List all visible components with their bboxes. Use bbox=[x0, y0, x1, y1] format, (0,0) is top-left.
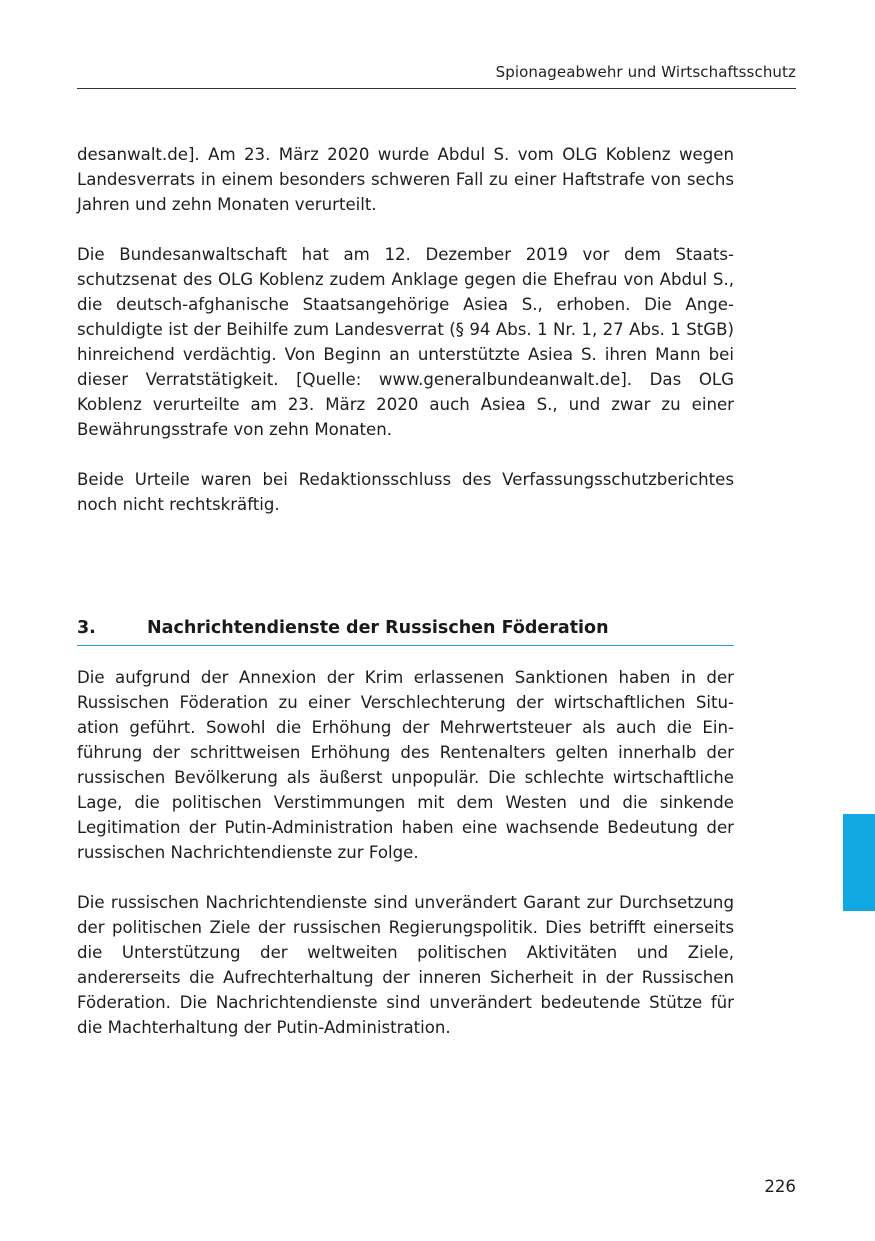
chapter-edge-tab bbox=[843, 814, 875, 911]
section-heading bbox=[77, 615, 734, 646]
running-header: Spionageabwehr und Wirtschaftsschutz bbox=[495, 63, 796, 81]
section-title: Nachrichtendienste der Russischen Föderation bbox=[147, 618, 609, 638]
paragraph-intelligence-role: Die russischen Nachrichtendienste sind unverändert Garant zur Durchsetzung der politischen Ziele der russischen Regierungspolitik. Dies betrifft einerseits die Unterstützung der weltweiten politischen Aktivitäten und Ziele, andererseits die Aufrechterhaltung der inneren Sicherheit in der Russischen Föderation. Die Nachrichtendienste sind unverändert bedeutende Stütze für die Machterhaltung der Putin-Administration. bbox=[77, 893, 734, 1037]
paragraph-verdict-abdul: desanwalt.de]. Am 23. März 2020 wurde Abdul S. vom OLG Koblenz wegen Landesverrats in einem besonders schweren Fall zu einer Haftstrafe von sechs Jahren und zehn Monaten verurteilt. bbox=[77, 145, 734, 214]
paragraph-indictment-asiea: Die Bundesanwaltschaft hat am 12. Dezember 2019 vor dem Staatsschutzsenat des OLG Koblenz zudem Anklage gegen die Ehefrau von Abdul S., die deutsch-afghanische Staatsangehörige Asiea S., erhoben. Die Angeschuldigte ist der Beihilfe zum Landesverrat (§ 94 Abs. 1 Nr. 1, 27 Abs. 1 StGB) hinreichend verdächtig. Von Beginn an unterstützte Asiea S. ihren Mann bei dieser Verratstätigkeit. [Quelle: www.generalbundeanwalt.de]. Das OLG Koblenz verurteilte am 23. März 2020 auch Asiea S., und zwar zu einer Bewährungsstrafe von zehn Monaten. bbox=[77, 245, 734, 439]
page-number: 226 bbox=[764, 1177, 796, 1196]
paragraph-sanctions: Die aufgrund der Annexion der Krim erlassenen Sanktionen haben in der Russischen Föderation zu einer Verschlechterung der wirtschaftlichen Situation geführt. Sowohl die Erhöhung der Mehrwertsteuer als auch die Einführung der schrittweisen Erhöhung des Rentenalters gelten innerhalb der russischen Bevölkerung als äußerst unpopulär. Die schlechte wirtschaftliche Lage, die politischen Verstimmungen mit dem Westen und die sinkende Legitimation der Putin-Administration haben eine wachsende Bedeutung der russischen Nachrichtendienste zur Folge. bbox=[77, 668, 734, 862]
section-number: 3. bbox=[77, 618, 96, 638]
header-rule bbox=[77, 88, 796, 89]
paragraph-verdicts-not-final: Beide Urteile waren bei Redaktionsschluss des Verfassungsschutzberichtes noch nicht rechtskräftig. bbox=[77, 470, 734, 514]
